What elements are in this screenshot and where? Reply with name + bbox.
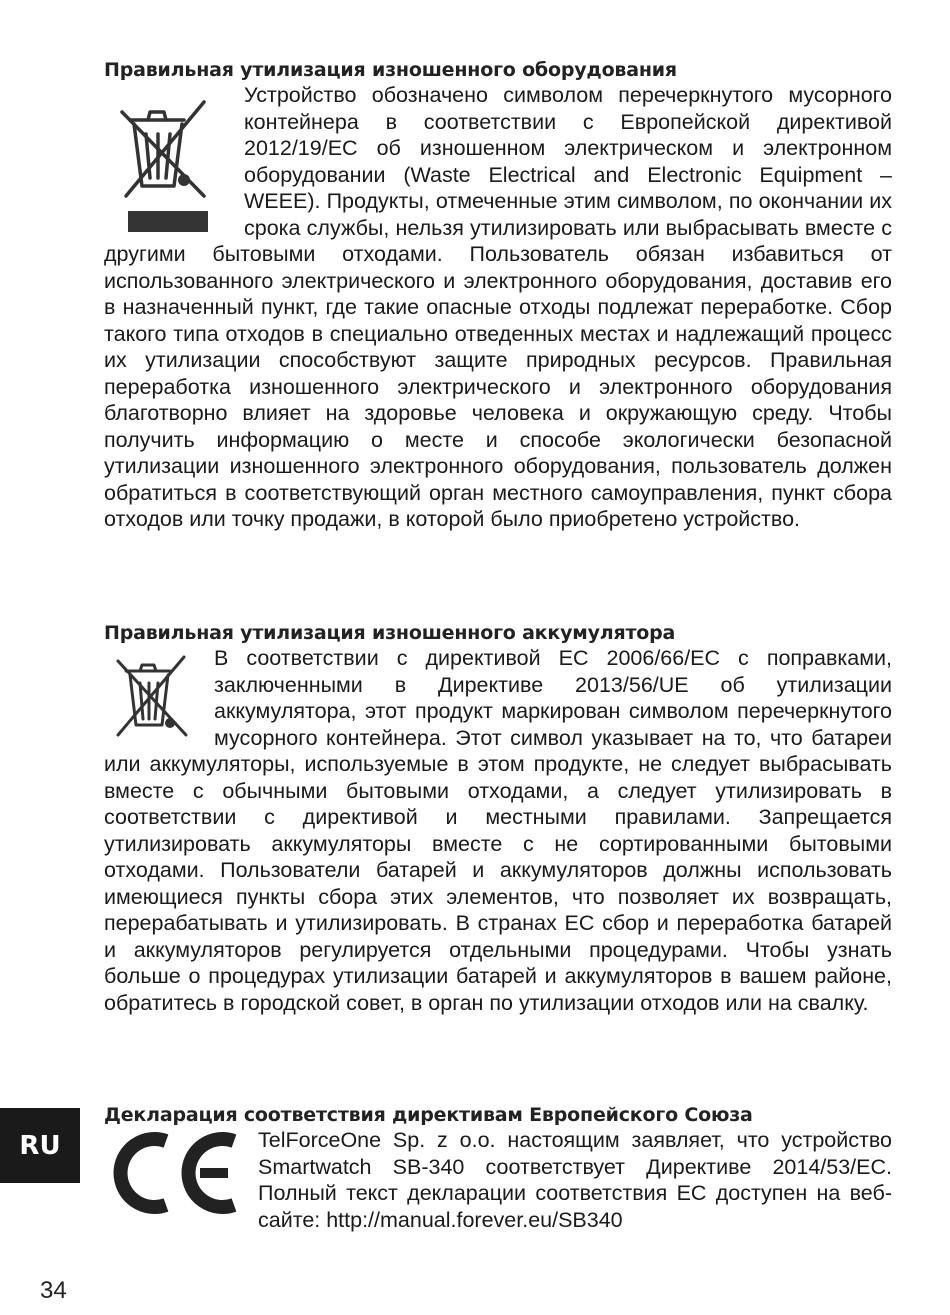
battery-section	[104, 621, 892, 1016]
language-tab: RU	[0, 1108, 80, 1183]
crossed-out-bin-icon	[104, 84, 234, 232]
weee-paragraph: Устройство обозначено символом перечеркнутого мусорного контейнера в соответствии с Европейской директивой 2012/19/EC об изношенном электрическом и электронном оборудовании (Waste Electrical and Electronic Equipment – WEEE). Продукты, отмеченные этим символом, по окончании их срока службы, нельзя утилизировать или выбрасывать вместе с другими бытовыми отходами. Пользователь обязан избавиться от использованного электрического и электронного оборудования, доставив его в назначенный пункт, где такие опасные отходы подлежат переработке. Сбор такого типа отходов в специально отведенных местах и надлежащий процесс их утилизации способствуют защите природных ресурсов. Правильная переработка изношенного электрического и электронного оборудования благотворно влияет на здоровье человека и окружающую среду. Чтобы получить информацию о месте и способе экологически безопасной утилизации изношенного электронного оборудования, пользователь должен обратиться в соответствующий орган местного самоуправления, пункт сбора отходов или точку продажи, в которой было приобретено устройство.	[104, 83, 892, 531]
ce-section	[104, 1103, 892, 1233]
battery-paragraph: В соответствии с директивой ЕС 2006/66/EC с поправками, заключенными в Директиве 2013/56/UE об утилизации аккумулятора, этот продукт маркирован символом перечеркнутого мусорного контейнера. Этот символ указывает на то, что батареи или аккумуляторы, используемые в этом продукте, не следует выбрасывать вместе с обычными бытовыми отходами, а следует утилизировать в соответствии с директивой и местными правилами. Запрещается утилизировать аккумуляторы вместе с не сортированными бытовыми отходами. Пользователи батарей и аккумуляторов должны использовать имеющиеся пункты сбора этих элементов, что позволяет их возвращать, перерабатывать и утилизировать. В странах ЕС сбор и переработка батарей и аккумуляторов регулируется отдельными процедурами. Чтобы узнать больше о процедурах утилизации батарей и аккумуляторов в вашем районе, обратитесь в городской совет, в орган по утилизации отходов или на свалку.	[104, 646, 892, 1015]
weee-heading: Правильная утилизация изношенного оборудования	[104, 59, 677, 81]
ce-mark-icon	[104, 1131, 244, 1215]
weee-section	[104, 58, 892, 533]
ce-paragraph: TelForceOne Sp. z o.o. настоящим заявляет, что устройство Smartwatch SB-340 соответствует Директиве 2014/53/EC. Полный текст декларации соответствия ЕС доступен на веб-сайте: http://manual.forever.eu/SB340	[104, 1127, 892, 1233]
crossed-out-bin-icon	[104, 647, 204, 747]
ce-heading: Декларация соответствия директивам Европейского Союза	[104, 1104, 753, 1126]
page-number: 34	[40, 1277, 67, 1304]
battery-heading: Правильная утилизация изношенного аккумулятора	[104, 622, 676, 644]
